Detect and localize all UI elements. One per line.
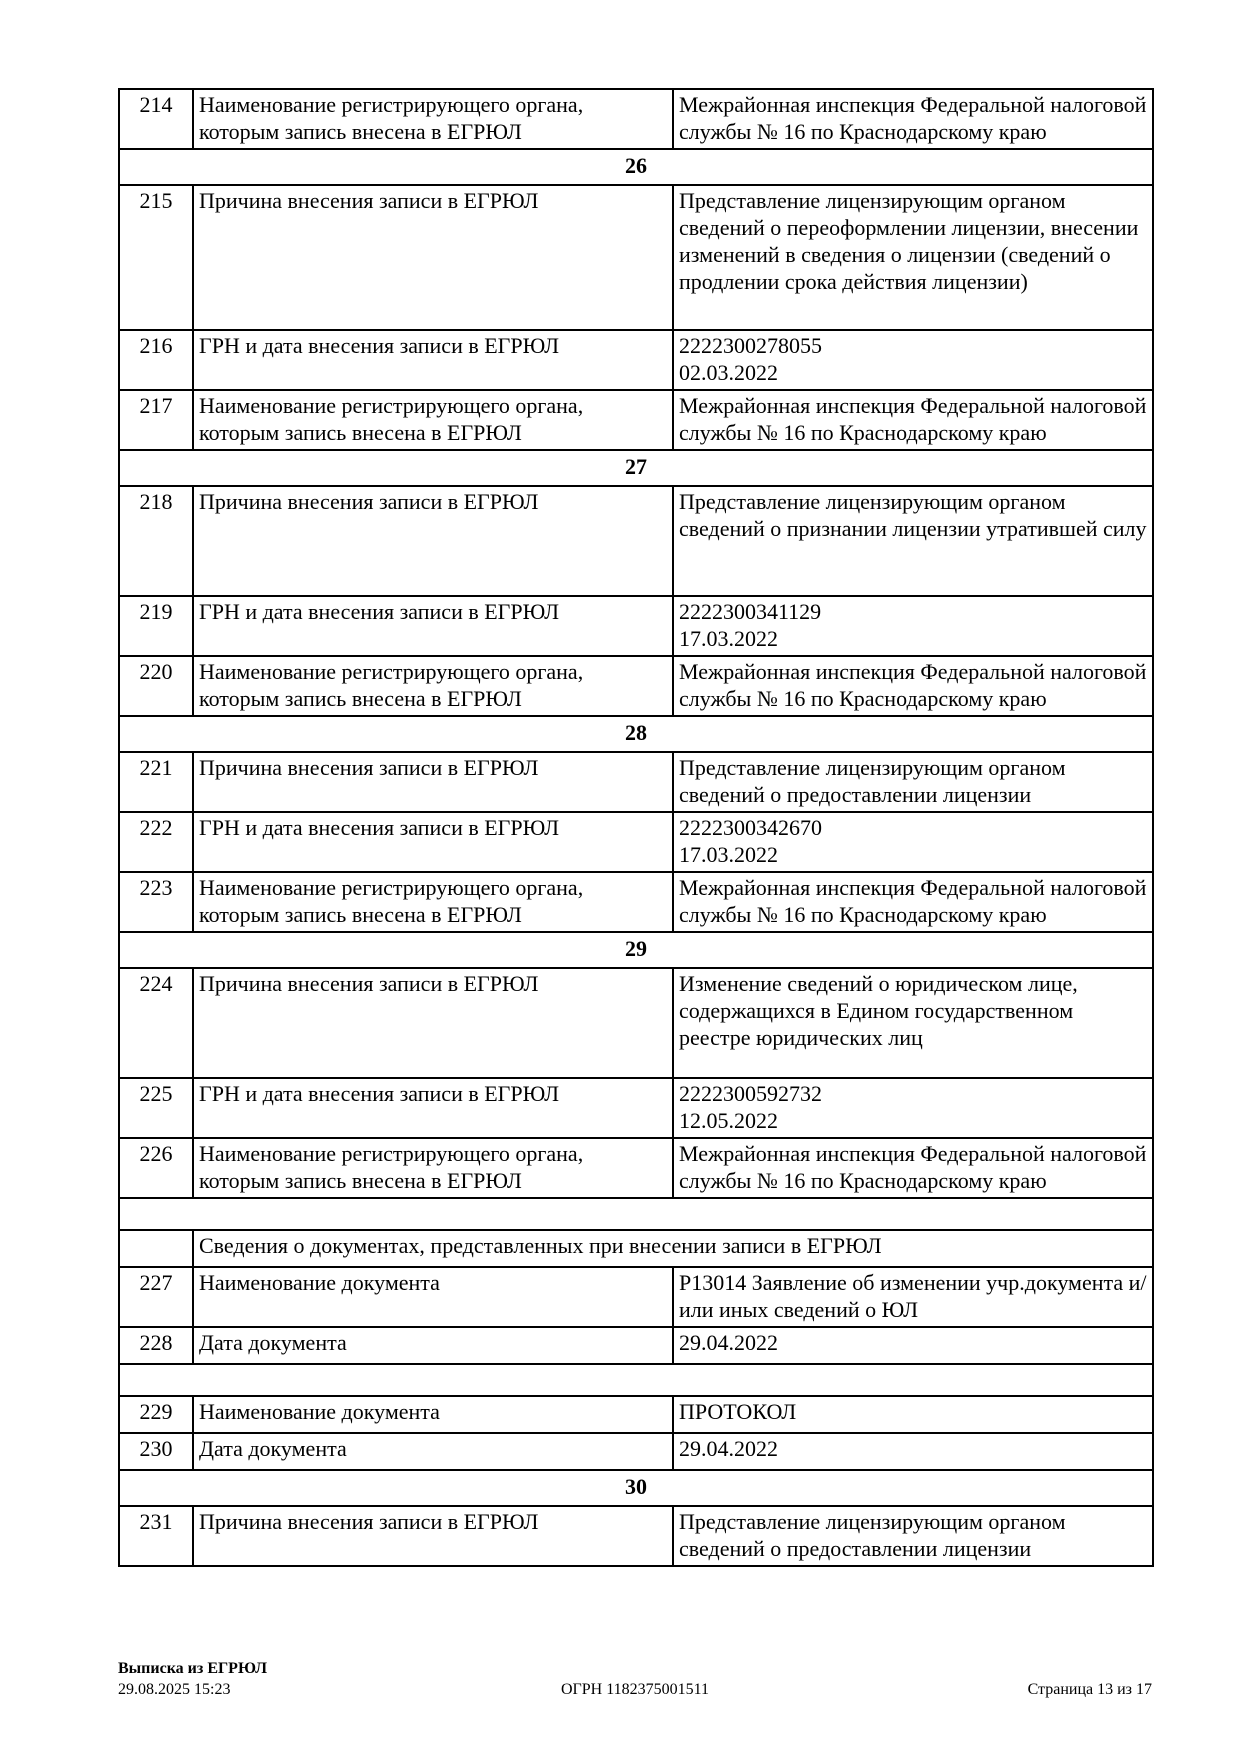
field-label: Наименование регистрирующего органа, которым запись внесена в ЕГРЮЛ [193, 872, 673, 932]
field-value: Изменение сведений о юридическом лице, содержащихся в Едином государственном реестре юридических лиц [673, 968, 1153, 1078]
field-value: Межрайонная инспекция Федеральной налоговой службы № 16 по Краснодарскому краю [673, 656, 1153, 716]
field-value: 29.04.2022 [673, 1433, 1153, 1470]
empty-cell [119, 1198, 1153, 1230]
row-number: 215 [119, 185, 193, 330]
section-number-row [119, 1470, 1153, 1506]
record-row-226 [119, 1138, 1153, 1198]
row-number: 229 [119, 1396, 193, 1433]
row-number: 223 [119, 872, 193, 932]
section-number: 26 [119, 149, 1153, 185]
row-number: 225 [119, 1078, 193, 1138]
field-label: Причина внесения записи в ЕГРЮЛ [193, 486, 673, 596]
record-row-228 [119, 1327, 1153, 1364]
row-number: 231 [119, 1506, 193, 1566]
row-number: 220 [119, 656, 193, 716]
field-label: Наименование документа [193, 1267, 673, 1327]
record-row-230 [119, 1433, 1153, 1470]
record-row-217 [119, 390, 1153, 450]
row-number: 218 [119, 486, 193, 596]
record-row-220 [119, 656, 1153, 716]
field-value: 2222300342670 17.03.2022 [673, 812, 1153, 872]
section-number-row [119, 932, 1153, 968]
field-label: Наименование регистрирующего органа, которым запись внесена в ЕГРЮЛ [193, 89, 673, 149]
record-row-224 [119, 968, 1153, 1078]
record-row-223 [119, 872, 1153, 932]
field-value: Межрайонная инспекция Федеральной налоговой службы № 16 по Краснодарскому краю [673, 1138, 1153, 1198]
empty-spacer-row [119, 1198, 1153, 1230]
record-row-231 [119, 1506, 1153, 1566]
record-row-222 [119, 812, 1153, 872]
field-value: 2222300278055 02.03.2022 [673, 330, 1153, 390]
page-footer [118, 1658, 1152, 1700]
row-number: 221 [119, 752, 193, 812]
record-row-229 [119, 1396, 1153, 1433]
record-row-214 [119, 89, 1153, 149]
field-value: ПРОТОКОЛ [673, 1396, 1153, 1433]
row-number: 230 [119, 1433, 193, 1470]
field-value: Представление лицензирующим органом сведений о предоставлении лицензии [673, 1506, 1153, 1566]
section-number: 29 [119, 932, 1153, 968]
row-number-empty [119, 1230, 193, 1267]
row-number: 224 [119, 968, 193, 1078]
section-number-row [119, 149, 1153, 185]
field-label: ГРН и дата внесения записи в ЕГРЮЛ [193, 596, 673, 656]
footer-page-number: Страница 13 из 17 [1027, 1681, 1152, 1698]
footer-generated-datetime: 29.08.2025 15:23 [118, 1681, 231, 1698]
field-value: Представление лицензирующим органом сведений о переоформлении лицензии, внесении изменений в сведения о лицензии (сведений о продлении срока действия лицензии) [673, 185, 1153, 330]
empty-cell [119, 1364, 1153, 1396]
record-row-218 [119, 486, 1153, 596]
record-row-227 [119, 1267, 1153, 1327]
row-number: 222 [119, 812, 193, 872]
egrul-table-body [119, 89, 1153, 1566]
field-value: 2222300592732 12.05.2022 [673, 1078, 1153, 1138]
row-number: 214 [119, 89, 193, 149]
field-value: Р13014 Заявление об изменении учр.документа и/или иных сведений о ЮЛ [673, 1267, 1153, 1327]
row-number: 216 [119, 330, 193, 390]
documents-subheader-label: Сведения о документах, представленных при внесении записи в ЕГРЮЛ [193, 1230, 1153, 1267]
field-label: Причина внесения записи в ЕГРЮЛ [193, 185, 673, 330]
section-number-row [119, 450, 1153, 486]
field-label: Наименование регистрирующего органа, которым запись внесена в ЕГРЮЛ [193, 390, 673, 450]
field-label: Наименование документа [193, 1396, 673, 1433]
egrul-records-table [118, 88, 1154, 1567]
field-value: Представление лицензирующим органом сведений о предоставлении лицензии [673, 752, 1153, 812]
field-value: Межрайонная инспекция Федеральной налоговой службы № 16 по Краснодарскому краю [673, 872, 1153, 932]
empty-spacer-row [119, 1364, 1153, 1396]
record-row-219 [119, 596, 1153, 656]
field-value: Межрайонная инспекция Федеральной налоговой службы № 16 по Краснодарскому краю [673, 390, 1153, 450]
field-value: Представление лицензирующим органом сведений о признании лицензии утратившей силу [673, 486, 1153, 596]
field-label: Причина внесения записи в ЕГРЮЛ [193, 752, 673, 812]
section-number-row [119, 716, 1153, 752]
field-label: Причина внесения записи в ЕГРЮЛ [193, 968, 673, 1078]
row-number: 227 [119, 1267, 193, 1327]
section-number: 30 [119, 1470, 1153, 1506]
record-row-216 [119, 330, 1153, 390]
footer-ogrn: ОГРН 1182375001511 [560, 1681, 710, 1698]
field-label: Причина внесения записи в ЕГРЮЛ [193, 1506, 673, 1566]
field-label: ГРН и дата внесения записи в ЕГРЮЛ [193, 1078, 673, 1138]
field-value: 2222300341129 17.03.2022 [673, 596, 1153, 656]
field-label: Наименование регистрирующего органа, которым запись внесена в ЕГРЮЛ [193, 1138, 673, 1198]
record-row-225 [119, 1078, 1153, 1138]
row-number: 219 [119, 596, 193, 656]
documents-subheader-row [119, 1230, 1153, 1267]
footer-document-title: Выписка из ЕГРЮЛ [118, 1660, 268, 1677]
section-number: 27 [119, 450, 1153, 486]
field-label: ГРН и дата внесения записи в ЕГРЮЛ [193, 330, 673, 390]
field-label: Наименование регистрирующего органа, которым запись внесена в ЕГРЮЛ [193, 656, 673, 716]
field-value: 29.04.2022 [673, 1327, 1153, 1364]
field-value: Межрайонная инспекция Федеральной налоговой службы № 16 по Краснодарскому краю [673, 89, 1153, 149]
section-number: 28 [119, 716, 1153, 752]
field-label: ГРН и дата внесения записи в ЕГРЮЛ [193, 812, 673, 872]
field-label: Дата документа [193, 1327, 673, 1364]
row-number: 228 [119, 1327, 193, 1364]
record-row-221 [119, 752, 1153, 812]
row-number: 226 [119, 1138, 193, 1198]
row-number: 217 [119, 390, 193, 450]
field-label: Дата документа [193, 1433, 673, 1470]
record-row-215 [119, 185, 1153, 330]
